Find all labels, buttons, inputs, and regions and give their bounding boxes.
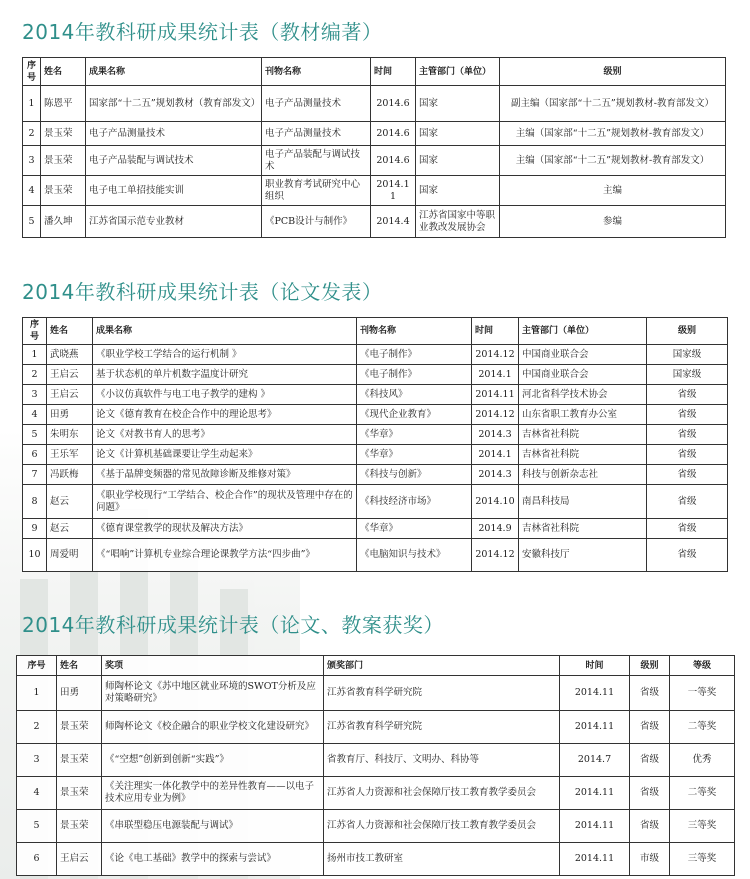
table-cell: 7 xyxy=(23,465,47,485)
table-cell: 二等奖 xyxy=(670,777,735,810)
table-cell: 中国商业联合会 xyxy=(519,345,647,365)
table-cell: 赵云 xyxy=(47,519,93,539)
table-cell: 2014.3 xyxy=(472,425,519,445)
table-cell: 《科技风》 xyxy=(357,385,472,405)
table-cell: 5 xyxy=(23,425,47,445)
column-header: 成果名称 xyxy=(86,58,262,86)
table-cell: 2014.11 xyxy=(472,385,519,405)
table-cell: 《科技经济市场》 xyxy=(357,485,472,519)
table-cell: 《科技与创新》 xyxy=(357,465,472,485)
table-cell: 省级 xyxy=(647,445,728,465)
table-cell: 1 xyxy=(17,676,57,711)
table-cell: 2014.12 xyxy=(472,405,519,425)
table-cell: 《电子制作》 xyxy=(357,345,472,365)
table-row xyxy=(17,843,735,876)
column-header: 主管部门（单位） xyxy=(416,58,500,86)
section-title-awards: 2014年教科研成果统计表（论文、教案获奖） xyxy=(22,613,444,637)
table-cell: 景玉荣 xyxy=(41,122,86,146)
table-cell: 3 xyxy=(23,385,47,405)
table-row xyxy=(23,425,728,445)
table-cell: 2014.9 xyxy=(472,519,519,539)
table-row xyxy=(17,711,735,744)
table-cell: 《电脑知识与技术》 xyxy=(357,539,472,572)
table-cell: 5 xyxy=(23,206,41,238)
table-cell: 2014.1 xyxy=(472,365,519,385)
table-cell: 2 xyxy=(17,711,57,744)
table-cell: 吉林省社科院 xyxy=(519,445,647,465)
table-row xyxy=(23,176,726,206)
table-cell: 吉林省社科院 xyxy=(519,519,647,539)
column-header: 序号 xyxy=(23,58,41,86)
table-cell: 《职业学校工学结合的运行机制 》 xyxy=(93,345,357,365)
column-header: 姓名 xyxy=(47,318,93,345)
table-cell: 电子产品测量技术 xyxy=(262,122,371,146)
table-row xyxy=(23,539,728,572)
table-cell: 《职业学校现行“工学结合、校企合作”的现状及管理中存在的问题》 xyxy=(93,485,357,519)
table-cell: 职业教育考试研究中心组织 xyxy=(262,176,371,206)
table-cell: 三等奖 xyxy=(670,843,735,876)
table-cell: 国家 xyxy=(416,146,500,176)
table-cell: 师陶杯论文《苏中地区就业环境的SWOT分析及应对策略研究》 xyxy=(102,676,324,711)
table-cell: 朱明东 xyxy=(47,425,93,445)
table-cell: 2014.12 xyxy=(472,539,519,572)
table-cell: 1 xyxy=(23,345,47,365)
table-cell: 论文《对教书育人的思考》 xyxy=(93,425,357,445)
table-cell: 《小议仿真软件与电工电子教学的建构 》 xyxy=(93,385,357,405)
table-cell: 田勇 xyxy=(47,405,93,425)
table-cell: 江苏省国家中等职业教改发展协会 xyxy=(416,206,500,238)
table-cell: 安徽科技厅 xyxy=(519,539,647,572)
table-cell: 主编（国家部“十二五”规划教材-教育部发文） xyxy=(500,146,726,176)
table-cell: 科技与创新杂志社 xyxy=(519,465,647,485)
column-header: 刊物名称 xyxy=(357,318,472,345)
table-cell: 2014.11 xyxy=(560,777,630,810)
column-header: 级别 xyxy=(630,656,670,676)
table-cell: 2014.3 xyxy=(472,465,519,485)
table-row xyxy=(23,345,728,365)
table-row xyxy=(23,405,728,425)
table-cell: 国家部“十二五”规划教材（教育部发文） xyxy=(86,86,262,122)
column-header: 时间 xyxy=(560,656,630,676)
table-row xyxy=(23,465,728,485)
table-cell: 2014.7 xyxy=(560,744,630,777)
table-row xyxy=(23,519,728,539)
table-cell: 景玉荣 xyxy=(57,744,102,777)
table-cell: 国家级 xyxy=(647,365,728,385)
table-cell: 优秀 xyxy=(670,744,735,777)
table-cell: 国家 xyxy=(416,86,500,122)
table-cell: 2014.11 xyxy=(560,843,630,876)
table-cell: 师陶杯论文《校企融合的职业学校文化建设研究》 xyxy=(102,711,324,744)
table-cell: 主编（国家部“十二五”规划教材-教育部发文） xyxy=(500,122,726,146)
table-cell: 省级 xyxy=(647,425,728,445)
table-cell: 省级 xyxy=(647,405,728,425)
column-header: 姓名 xyxy=(57,656,102,676)
table-cell: 电子产品装配与调试技术 xyxy=(86,146,262,176)
table-cell: 2014.12 xyxy=(472,345,519,365)
table-cell: 论文《计算机基础课要让学生动起来》 xyxy=(93,445,357,465)
column-header: 时间 xyxy=(371,58,416,86)
column-header: 级别 xyxy=(500,58,726,86)
table-cell: 《现代企业教育》 xyxy=(357,405,472,425)
table-cell: 2014.6 xyxy=(371,86,416,122)
table-cell: 省级 xyxy=(630,777,670,810)
table-cell: 副主编（国家部“十二五”规划教材-教育部发文） xyxy=(500,86,726,122)
table-cell: 4 xyxy=(23,405,47,425)
table-cell: 景玉荣 xyxy=(57,777,102,810)
table-cell: 2014.10 xyxy=(472,485,519,519)
table-cell: 2 xyxy=(23,365,47,385)
table-cell: 《华章》 xyxy=(357,519,472,539)
table-cell: 江苏省教育科学研究院 xyxy=(324,676,560,711)
table-cell: 2014.6 xyxy=(371,122,416,146)
table-cell: 1 xyxy=(23,86,41,122)
table-cell: 省级 xyxy=(630,744,670,777)
table-cell: 冯跃梅 xyxy=(47,465,93,485)
table-cell: 参编 xyxy=(500,206,726,238)
table-cell: 2 xyxy=(23,122,41,146)
table-cell: 一等奖 xyxy=(670,676,735,711)
table-cell: 9 xyxy=(23,519,47,539)
table-cell: 《德育课堂教学的现状及解决方法》 xyxy=(93,519,357,539)
table-cell: 周爱明 xyxy=(47,539,93,572)
column-header: 奖项 xyxy=(102,656,324,676)
table-row xyxy=(23,445,728,465)
table-cell: 《关注理实一体化教学中的差异性教育——以电子技术应用专业为例》 xyxy=(102,777,324,810)
table-cell: 市级 xyxy=(630,843,670,876)
table-cell: 国家级 xyxy=(647,345,728,365)
column-header: 成果名称 xyxy=(93,318,357,345)
column-header: 姓名 xyxy=(41,58,86,86)
table-cell: 10 xyxy=(23,539,47,572)
table-cell: 3 xyxy=(23,146,41,176)
table-cell: 2014.11 xyxy=(371,176,416,206)
column-header: 序号 xyxy=(23,318,47,345)
table-cell: 江苏省人力资源和社会保障厅技工教育教学委员会 xyxy=(324,810,560,843)
table-cell: 《“唱响”计算机专业综合理论课教学方法“四步曲”》 xyxy=(93,539,357,572)
table-cell: 王乐军 xyxy=(47,445,93,465)
table-cell: 赵云 xyxy=(47,485,93,519)
table-cell: 2014.6 xyxy=(371,146,416,176)
table-row xyxy=(23,122,726,146)
table-cell: 省级 xyxy=(630,711,670,744)
table-cell: 省教育厅、科技厅、文明办、科协等 xyxy=(324,744,560,777)
table-textbooks xyxy=(22,57,726,238)
table-cell: 景玉荣 xyxy=(41,176,86,206)
table-cell: 王启云 xyxy=(47,365,93,385)
table-row xyxy=(23,485,728,519)
table-cell: 国家 xyxy=(416,122,500,146)
table-row xyxy=(23,146,726,176)
table-cell: 《串联型稳压电源装配与调试》 xyxy=(102,810,324,843)
table-cell: 《“空想”创新到创新“实践”》 xyxy=(102,744,324,777)
table-cell: 6 xyxy=(17,843,57,876)
table-cell: 《PCB设计与制作》 xyxy=(262,206,371,238)
table-cell: 陈恩平 xyxy=(41,86,86,122)
section-title-textbooks: 2014年教科研成果统计表（教材编著） xyxy=(22,20,383,44)
table-cell: 2014.11 xyxy=(560,711,630,744)
table-row xyxy=(23,385,728,405)
table-cell: 电子产品测量技术 xyxy=(262,86,371,122)
table-cell: 三等奖 xyxy=(670,810,735,843)
table-cell: 《论《电工基础》教学中的探索与尝试》 xyxy=(102,843,324,876)
table-cell: 王启云 xyxy=(57,843,102,876)
table-cell: 南昌科技局 xyxy=(519,485,647,519)
table-cell: 省级 xyxy=(630,676,670,711)
table-row xyxy=(17,777,735,810)
table-cell: 王启云 xyxy=(47,385,93,405)
table-cell: 景玉荣 xyxy=(57,711,102,744)
table-cell: 4 xyxy=(17,777,57,810)
table-cell: 2014.11 xyxy=(560,676,630,711)
table-row xyxy=(17,744,735,777)
table-cell: 电子电工单招技能实训 xyxy=(86,176,262,206)
table-cell: 电子产品测量技术 xyxy=(86,122,262,146)
table-cell: 8 xyxy=(23,485,47,519)
table-cell: 《基于晶牌变频器的常见故障诊断及维修对策》 xyxy=(93,465,357,485)
table-cell: 景玉荣 xyxy=(41,146,86,176)
table-cell: 5 xyxy=(17,810,57,843)
table-cell: 论文《德育教育在校企合作中的理论思考》 xyxy=(93,405,357,425)
table-cell: 中国商业联合会 xyxy=(519,365,647,385)
table-cell: 江苏省教育科学研究院 xyxy=(324,711,560,744)
table-cell: 江苏省人力资源和社会保障厅技工教育教学委员会 xyxy=(324,777,560,810)
section-title-papers: 2014年教科研成果统计表（论文发表） xyxy=(22,280,383,304)
table-cell: 国家 xyxy=(416,176,500,206)
table-cell: 二等奖 xyxy=(670,711,735,744)
column-header: 序号 xyxy=(17,656,57,676)
table-row xyxy=(23,86,726,122)
table-cell: 3 xyxy=(17,744,57,777)
table-row xyxy=(23,365,728,385)
column-header: 主管部门（单位） xyxy=(519,318,647,345)
table-cell: 省级 xyxy=(647,519,728,539)
table-cell: 山东省职工教育办公室 xyxy=(519,405,647,425)
table-cell: 电子产品装配与调试技术 xyxy=(262,146,371,176)
table-cell: 省级 xyxy=(647,539,728,572)
table-cell: 省级 xyxy=(630,810,670,843)
table-cell: 《电子制作》 xyxy=(357,365,472,385)
table-papers xyxy=(22,317,728,572)
column-header: 时间 xyxy=(472,318,519,345)
table-row xyxy=(23,206,726,238)
table-cell: 吉林省社科院 xyxy=(519,425,647,445)
table-cell: 江苏省国示范专业教材 xyxy=(86,206,262,238)
table-cell: 主编 xyxy=(500,176,726,206)
table-cell: 2014.11 xyxy=(560,810,630,843)
table-row xyxy=(17,676,735,711)
column-header: 刊物名称 xyxy=(262,58,371,86)
table-cell: 4 xyxy=(23,176,41,206)
table-cell: 扬州市技工教研室 xyxy=(324,843,560,876)
column-header: 等级 xyxy=(670,656,735,676)
table-cell: 省级 xyxy=(647,385,728,405)
table-awards xyxy=(16,655,735,876)
table-cell: 6 xyxy=(23,445,47,465)
table-cell: 景玉荣 xyxy=(57,810,102,843)
table-cell: 《华章》 xyxy=(357,445,472,465)
table-cell: 潘久坤 xyxy=(41,206,86,238)
column-header: 级别 xyxy=(647,318,728,345)
table-cell: 2014.1 xyxy=(472,445,519,465)
table-cell: 省级 xyxy=(647,465,728,485)
table-row xyxy=(17,810,735,843)
table-cell: 河北省科学技术协会 xyxy=(519,385,647,405)
table-cell: 基于状态机的单片机数字温度计研究 xyxy=(93,365,357,385)
table-cell: 田勇 xyxy=(57,676,102,711)
table-cell: 《华章》 xyxy=(357,425,472,445)
table-cell: 2014.4 xyxy=(371,206,416,238)
table-cell: 武晓燕 xyxy=(47,345,93,365)
table-cell: 省级 xyxy=(647,485,728,519)
column-header: 颁奖部门 xyxy=(324,656,560,676)
